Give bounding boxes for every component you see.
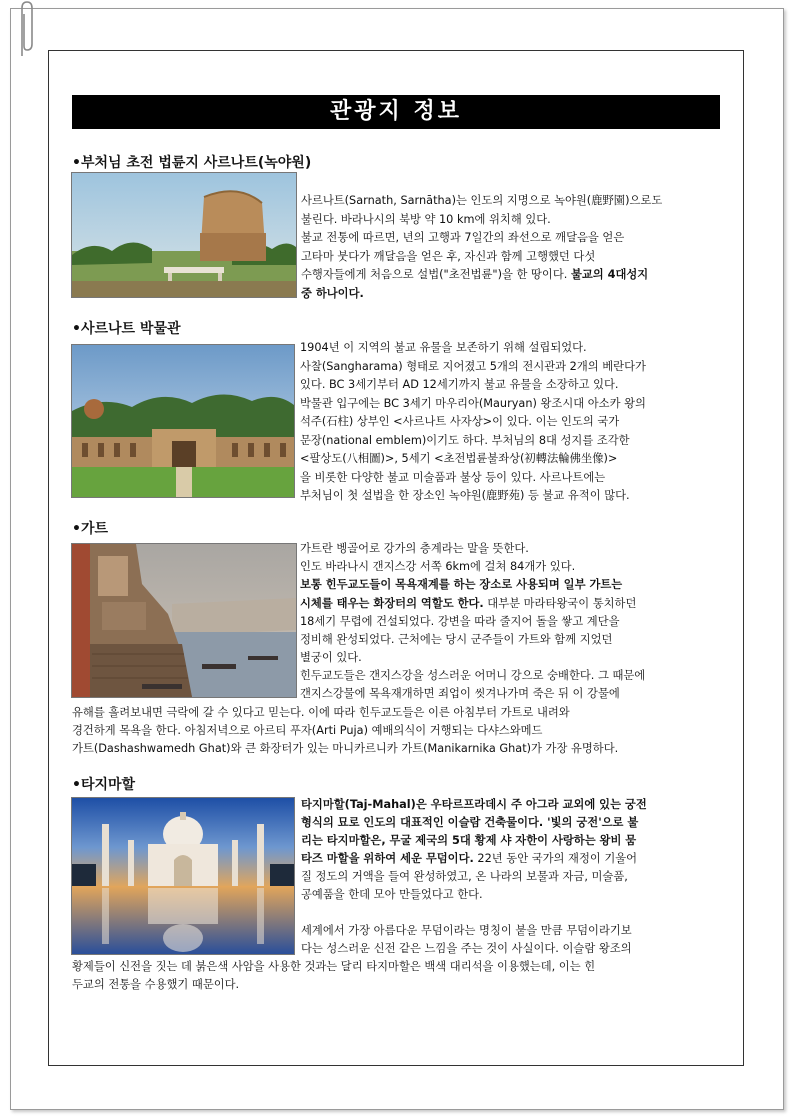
text-line: 다는 성스러운 신전 같은 느낌을 주는 것이 사실이다. 이슬람 왕조의: [301, 942, 632, 955]
section-heading-museum: •사르나트 박물관: [72, 321, 181, 337]
text-line: 박물관 입구에는 BC 3세기 마우리아(Mauryan) 왕조시대 아소카 왕의: [300, 396, 646, 410]
text-line: 황제들이 신전을 짓는 데 붉은색 사암을 사용한 것과는 달리 타지마할은 백색 대리석을 이용했는데, 이는 힌: [72, 960, 596, 973]
museum-description: [300, 339, 724, 506]
text-line: 석주(石柱) 상부인 <사르나트 사자상>이 있다. 이는 인도의 국가: [300, 415, 620, 428]
text-line: 문장(national emblem)이기도 하다. 부처님의 8대 성지를 조각한: [300, 433, 630, 447]
text-line: 공예품을 한데 모아 만들었다고 한다.: [301, 888, 483, 901]
text-segment: 수행자들에게 처음으로 설법("초전법륜")을 한 땅이다.: [301, 268, 568, 281]
text-line: 갠지스강물에 목욕재개하면 죄업이 씻겨나가며 죽은 뒤 이 강물에: [300, 687, 620, 700]
highlight-text: 타지마할(Taj-Mahal)은 우타르프라데시 주 아그라 교외에 있는 궁전: [301, 798, 647, 811]
text-line: 경건하게 목욕을 한다. 아침저녁으로 아르티 푸자(Arti Puja) 예배의식이 거행되는 다샤스와메드: [72, 724, 543, 737]
sarnath-museum-photo: [71, 344, 295, 498]
text-line: 유해를 흘려보내면 극락에 갈 수 있다고 믿는다. 이에 따라 힌두교도들은 이른 아침부터 가트로 내려와: [72, 706, 570, 719]
text-line: 고타마 붓다가 깨달음을 얻은 후, 자신과 함께 고행했던 다섯: [301, 249, 596, 263]
text-line: 세계에서 가장 아름다운 무덤이라는 명칭이 붙을 만큼 무덤이라기보: [301, 924, 632, 937]
section-heading-ghat: •가트: [72, 521, 108, 537]
text-line: <팔상도(八相圖)>, 5세기 <초전법륜불좌상(初轉法輪佛坐像)>: [300, 452, 618, 465]
text-segment: 22년 동안 국가의 재정이 기울어: [473, 852, 638, 865]
text-line: [301, 266, 721, 285]
taj-mahal-photo: [71, 797, 295, 955]
text-line: 사찰(Sangharama) 형태로 지어졌고 5개의 전시관과 2개의 베란다가: [300, 359, 646, 373]
text-line: 불교 전통에 따르면, 년의 고행과 7일간의 좌선으로 깨달음을 얻은: [301, 231, 625, 244]
text-line: 부처님이 첫 설법을 한 장소인 녹야원(鹿野苑) 등 불교 유적이 많다.: [300, 489, 630, 502]
section-heading-tajmahal: •타지마할: [72, 777, 136, 793]
highlight-text: 시체를 태우는 화장터의 역할도 한다.: [300, 597, 484, 610]
ghat-photo: [71, 543, 297, 698]
text-line: 두교의 전통을 수용했기 때문이다.: [72, 978, 240, 991]
sarnath-stupa-photo: [71, 172, 297, 298]
text-line: 1904년 이 지역의 불교 유물을 보존하기 위해 설립되었다.: [300, 341, 587, 354]
text-line: 있다. BC 3세기부터 AD 12세기까지 불교 유물을 소장하고 있다.: [300, 378, 619, 391]
sarnath-description: [301, 192, 721, 303]
text-line: 18세기 무렵에 건설되었다. 강변을 따라 줄지어 돌을 쌓고 계단을: [300, 615, 620, 628]
text-line: 을 비롯한 다양한 불교 미술품과 불상 등이 있다. 사르나트에는: [300, 470, 606, 484]
text-line: 정비해 완성되었다. 근처에는 당시 군주들이 가트와 함께 지었던: [300, 633, 613, 646]
highlight-text: 형식의 묘로 인도의 대표적인 이슬람 건축물이다. '빛의 궁전'으로 불: [301, 816, 639, 829]
text-line: 가트(Dashashwamedh Ghat)와 큰 화장터가 있는 마니카르니카 가트(Manikarnika Ghat)가 가장 유명하다.: [72, 742, 619, 755]
text-line: [301, 850, 637, 869]
text-line: 인도 바라나시 갠지스강 서쪽 6km에 걸쳐 84개가 있다.: [300, 560, 576, 573]
text-line: [300, 595, 636, 614]
text-line: 질 정도의 거액을 들여 완성하였고, 온 나라의 보물과 자금, 미술품,: [301, 870, 628, 883]
highlight-text: 리는 타지마할은, 무굴 제국의 5대 황제 샤 자한이 사랑하는 왕비 뭄: [301, 834, 637, 847]
text-line: 별궁이 있다.: [300, 651, 362, 664]
highlight-text: 보통 힌두교도들이 목욕재계를 하는 장소로 사용되며 일부 가트는: [300, 578, 623, 591]
text-line: [301, 285, 721, 304]
text-line: 가트란 벵골어로 강가의 층계라는 말을 뜻한다.: [300, 542, 529, 555]
text-segment: 대부분 마라타왕국이 통치하던: [483, 597, 637, 610]
page-title: 관광지 정보: [72, 95, 720, 129]
paperclip-icon: [14, 0, 36, 58]
highlight-text: 불교의 4대성지: [570, 268, 649, 281]
section-heading-sarnath: •부처님 초전 법륜지 사르나트(녹야원): [72, 155, 312, 171]
highlight-text: 타즈 마할을 위하여 세운 무덤이다.: [301, 852, 474, 865]
highlight-text: 중 하나이다.: [301, 286, 364, 300]
text-line: 힌두교도들은 갠지스강을 성스러운 어머니 강으로 숭배한다. 그 때문에: [300, 669, 646, 682]
text-line: 사르나트(Sarnath, Sarnātha)는 인도의 지명으로 녹야원(鹿野園)으로도: [301, 194, 663, 207]
text-line: 불린다. 바라나시의 북방 약 10 km에 위치해 있다.: [301, 212, 551, 226]
